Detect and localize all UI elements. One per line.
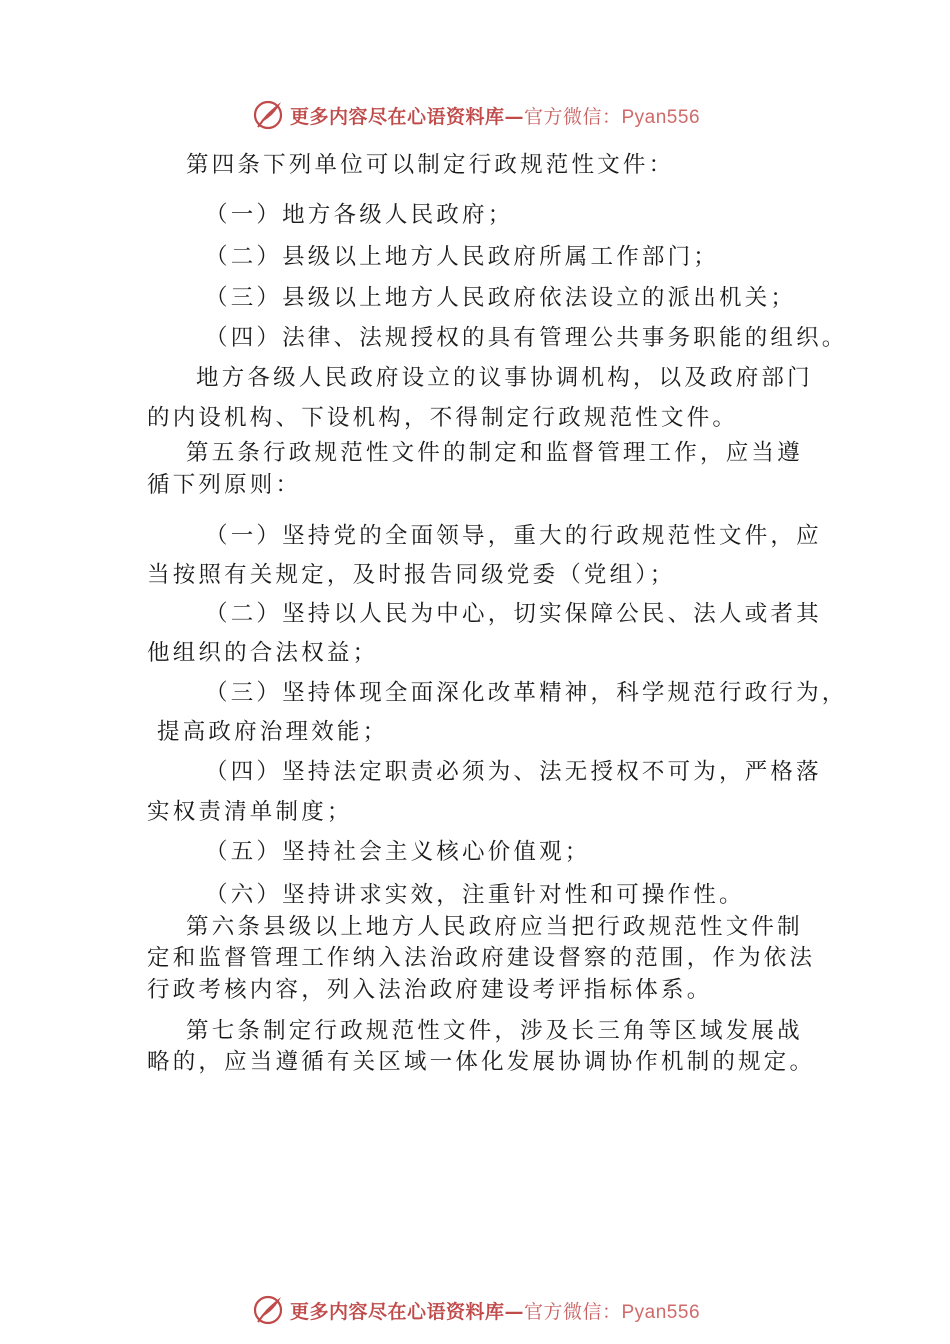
article4-item-3: （三）县级以上地方人民政府依法设立的派出机关；	[205, 285, 797, 311]
article5-item-5: （五）坚持社会主义核心价值观；	[205, 839, 591, 865]
banner-dash: —	[504, 105, 524, 128]
article6-line-3: 行政考核内容，列入法治政府建设考评指标体系。	[147, 977, 713, 1003]
banner-site: 更多内容尽在心语资料库	[289, 105, 505, 128]
article5-item-4-line-2: 实权责清单制度；	[147, 799, 353, 825]
article7-line-1: 第七条制定行政规范性文件，涉及长三角等区域发展战	[186, 1018, 803, 1044]
banner-wechat-label: 官方微信：	[523, 1300, 622, 1323]
article5-item-6: （六）坚持讲求实效，注重针对性和可操作性。	[205, 882, 745, 908]
banner-wechat-label: 官方微信：	[523, 105, 622, 128]
article4-note-line-1: 地方各级人民政府设立的议事协调机构，以及政府部门	[196, 365, 813, 391]
article5-item-4-line-1: （四）坚持法定职责必须为、法无授权不可为，严格落	[205, 759, 822, 785]
article5-heading-line-1: 第五条行政规范性文件的制定和监督管理工作，应当遵	[186, 440, 803, 466]
article6-line-1: 第六条县级以上地方人民政府应当把行政规范性文件制	[186, 914, 803, 940]
article4-item-1: （一）地方各级人民政府；	[205, 202, 514, 228]
article4-item-2: （二）县级以上地方人民政府所属工作部门；	[205, 244, 720, 270]
article7-line-2: 略的，应当遵循有关区域一体化发展协调协作机制的规定。	[147, 1049, 816, 1075]
article5-item-2-line-1: （二）坚持以人民为中心，切实保障公民、法人或者其	[205, 601, 822, 627]
banner-wechat-id: Pyan556	[621, 106, 701, 128]
footer-watermark-banner	[0, 1290, 950, 1330]
article5-item-1-line-1: （一）坚持党的全面领导，重大的行政规范性文件，应	[205, 523, 822, 549]
article5-item-1-line-2: 当按照有关规定，及时报告同级党委（党组）；	[147, 562, 676, 588]
article4-note-line-2: 的内设机构、下设机构，不得制定行政规范性文件。	[147, 405, 739, 431]
article4-heading: 第四条下列单位可以制定行政规范性文件：	[186, 152, 675, 178]
banner-dash: —	[504, 1300, 524, 1323]
article4-item-4: （四）法律、法规授权的具有管理公共事务职能的组织。	[205, 325, 848, 351]
article5-item-3-line-1: （三）坚持体现全面深化改革精神，科学规范行政行为，	[205, 680, 848, 706]
banner-text	[290, 1297, 700, 1324]
article6-line-2: 定和监督管理工作纳入法治政府建设督察的范围，作为依法	[147, 945, 816, 971]
banner-text	[290, 102, 700, 129]
header-watermark-banner	[0, 95, 950, 135]
banner-wechat-id: Pyan556	[621, 1301, 701, 1323]
banner-site: 更多内容尽在心语资料库	[289, 1300, 505, 1323]
article5-item-2-line-2: 他组织的合法权益；	[147, 640, 379, 666]
article5-item-3-line-2: 提高政府治理效能；	[157, 719, 389, 745]
quill-logo-icon	[250, 97, 286, 133]
article5-heading-line-2: 循下列原则：	[147, 472, 302, 498]
quill-logo-icon	[250, 1292, 286, 1328]
